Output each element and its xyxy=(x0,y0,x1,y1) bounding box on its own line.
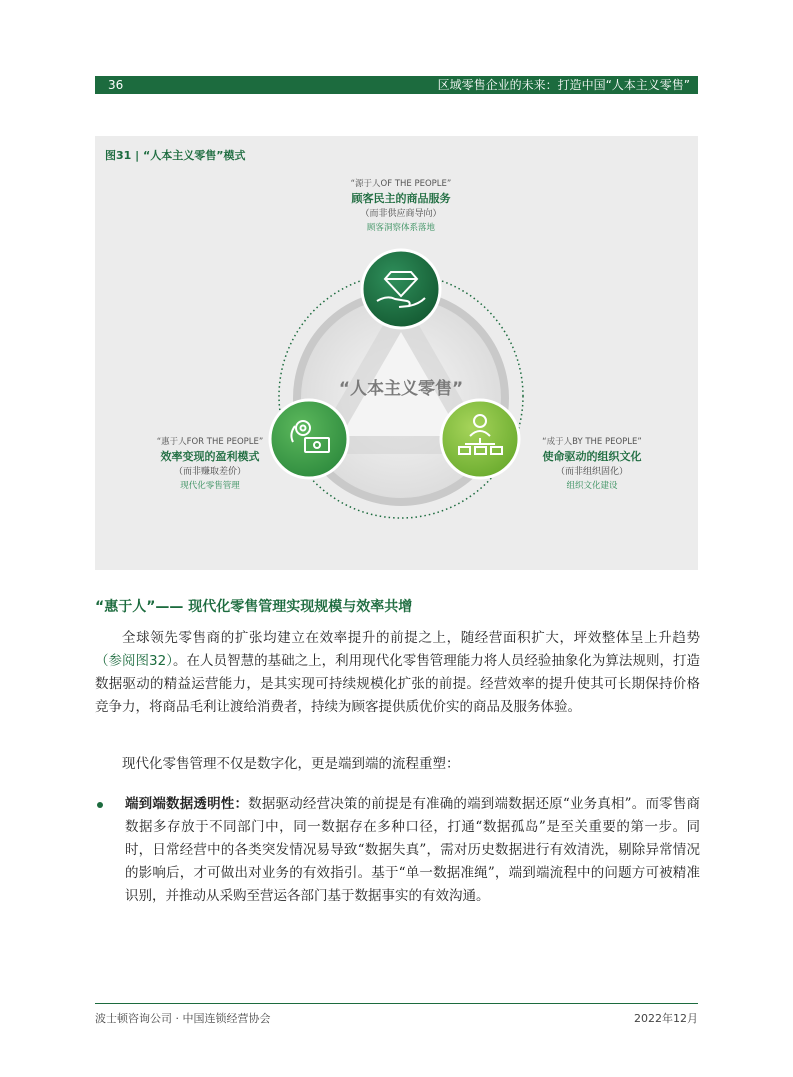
figure-title: 图31 | “人本主义零售”模式 xyxy=(105,149,246,162)
paragraph-1 xyxy=(95,627,700,719)
left-label-block xyxy=(125,436,295,493)
para1-text-a: 全球领先零售商的扩张均建立在效率提升的前提之上，随经营面积扩大，坪效整体呈上升趋势 xyxy=(122,630,700,646)
left-detail: 现代化零售管理 xyxy=(180,481,240,491)
top-label-block xyxy=(301,178,501,235)
section-heading: “惠于人”—— 现代化零售管理实现规模与效率共增 xyxy=(95,599,413,615)
paragraph-2: 现代化零售管理不仅是数字化，更是端到端的流程重塑： xyxy=(122,756,460,772)
top-detail: 顾客洞察体系落地 xyxy=(366,223,435,233)
left-sub: （而非赚取差价） xyxy=(173,467,246,477)
figure-31 xyxy=(95,136,698,570)
para1-text-b: 。在人员智慧的基础之上，利用现代化零售管理能力将人员经验抽象化为算法规则，打造数据驱动的精益运营能力，是其实现可持续规模化扩张的前提。经营效率的提升使其可长期保持价格竞争力，将商品毛利让渡给消费者，持续为顾客提供质优价实的商品及服务体验。 xyxy=(95,653,701,715)
left-main: 效率变现的盈利模式 xyxy=(160,450,260,463)
footer-date: 2022年12月 xyxy=(634,1012,698,1025)
top-sub: （而非供应商导向） xyxy=(360,209,442,219)
right-sub: （而非组织固化） xyxy=(555,467,628,477)
header-bar xyxy=(95,76,698,94)
top-node xyxy=(362,250,440,328)
bullet-title: 端到端数据透明性： xyxy=(125,796,249,812)
right-detail: 组织文化建设 xyxy=(566,481,618,491)
figure-32-reference[interactable]: （参阅图32） xyxy=(95,653,174,669)
bullet-dot xyxy=(97,802,103,808)
top-tag: “源于人OF THE PEOPLE” xyxy=(350,179,452,189)
center-label: “人本主义零售” xyxy=(338,379,464,399)
right-label-block xyxy=(507,436,677,493)
right-main: 使命驱动的组织文化 xyxy=(542,450,642,463)
bullet-body: 数据驱动经营决策的前提是有准确的端到端数据还原“业务真相”。而零售商数据多存放于不同部门中，同一数据存在多种口径，打通“数据孤岛”是至关重要的第一步。同时，日常经营中的各类突发情况易导致“数据失真”，需对历史数据进行有效清洗，剔除异常情况的影响后，才可做出对业务的有效指引。基于“单一数据准绳”，端到端流程中的问题方可被精准识别，并推动从采购至营运各部门基于数据事实的有效沟通。 xyxy=(125,796,700,904)
right-tag: “成于人BY THE PEOPLE” xyxy=(542,437,642,447)
top-main: 顾客民主的商品服务 xyxy=(351,192,451,205)
footer-divider xyxy=(95,1003,698,1004)
running-title: 区域零售企业的未来：打造中国“人本主义零售” xyxy=(437,78,690,92)
bullet-item xyxy=(125,793,700,908)
footer-publisher: 波士顿咨询公司 · 中国连锁经营协会 xyxy=(95,1012,271,1025)
page-number: 36 xyxy=(108,78,124,92)
left-tag: “惠于人FOR THE PEOPLE” xyxy=(156,437,264,447)
